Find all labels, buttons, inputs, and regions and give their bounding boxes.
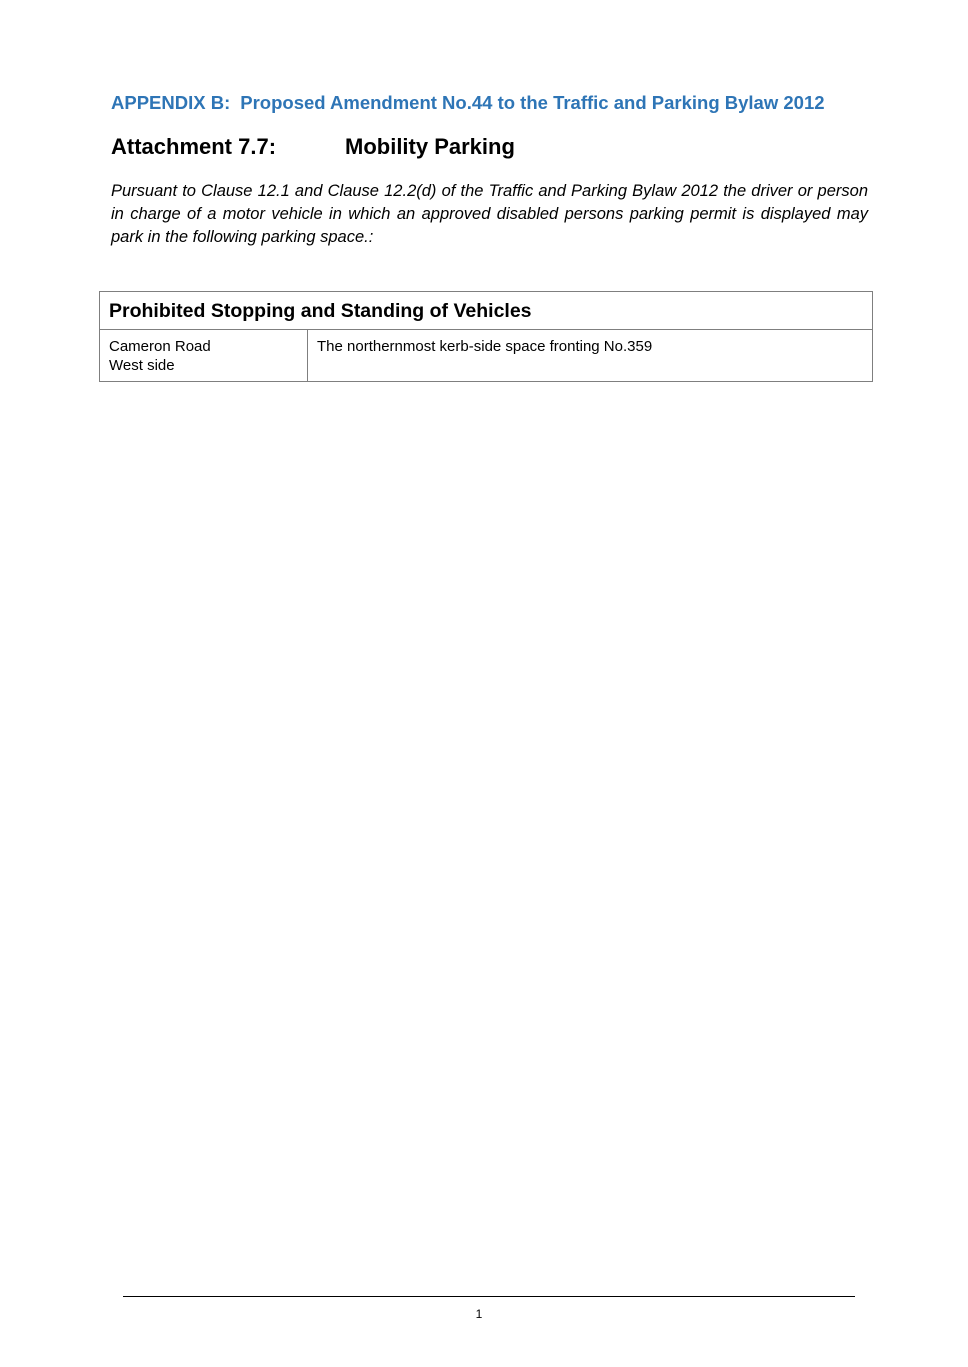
description-cell: The northernmost kerb-side space fronting No.359 — [308, 330, 873, 382]
footer-divider — [123, 1296, 855, 1297]
road-side: West side — [109, 357, 175, 374]
page-number: 1 — [475, 1307, 483, 1321]
road-name: Cameron Road — [109, 338, 211, 355]
attachment-heading — [111, 134, 515, 160]
attachment-title: Mobility Parking — [345, 134, 515, 159]
appendix-heading — [111, 92, 881, 114]
attachment-number: Attachment 7.7: — [111, 134, 277, 159]
intro-paragraph: Pursuant to Clause 12.1 and Clause 12.2(d) of the Traffic and Parking Bylaw 2012 the driver or person in charge of a motor vehicle in which an approved disabled persons parking permit is displayed may park in the following parking space.: — [111, 182, 868, 246]
appendix-label: APPENDIX B: — [111, 92, 231, 113]
road-cell — [100, 330, 308, 382]
parking-schedule-table — [99, 291, 873, 382]
table-row — [100, 330, 873, 382]
table-header-row — [100, 292, 873, 330]
table-heading: Prohibited Stopping and Standing of Vehicles — [100, 292, 873, 330]
appendix-title: Proposed Amendment No.44 to the Traffic and Parking Bylaw 2012 — [240, 92, 825, 113]
